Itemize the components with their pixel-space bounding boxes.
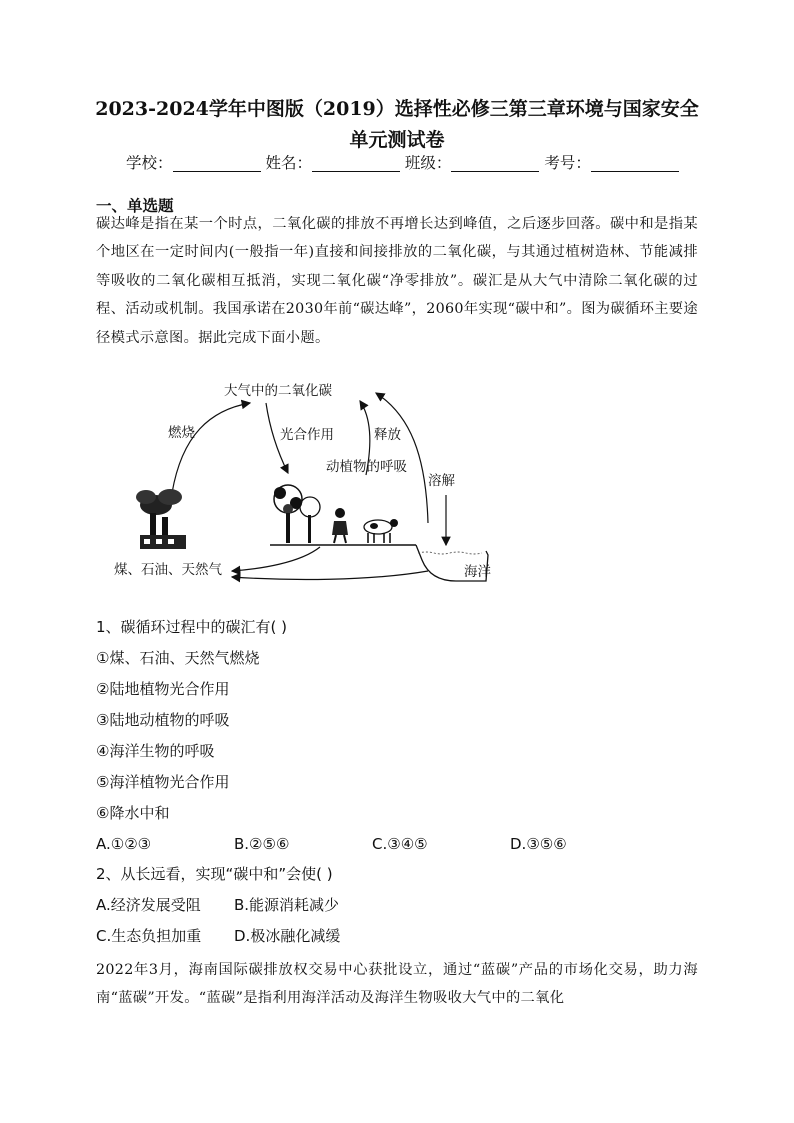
label-dissolve: 溶解 <box>428 473 455 489</box>
question-1-stem: 1、碳循环过程中的碳汇有( ) <box>96 618 288 636</box>
label-ocean: 海洋 <box>464 564 491 580</box>
school-label: 学校： <box>126 154 173 172</box>
student-info-row <box>126 152 679 174</box>
person-icon <box>332 508 348 543</box>
passage-carbon-neutral: 碳达峰是指在某一个时点，二氧化碳的排放不再增长达到峰值，之后逐步回落。碳中和是指某个地区在一定时间内(一般指一年)直接和间接排放的二氧化碳，与其通过植树造林、节能减排等吸收的二氧化碳相互抵消，实现二氧化碳“净零排放”。碳汇是从大气中清除二氧化碳的过程、活动或机制。我国承诺在2030年前“碳达峰”，2060年实现“碳中和”。图为碳循环主要途径模式示意图。据此完成下面小题。 <box>96 216 698 346</box>
q1-item: ③陆地动植物的呼吸 <box>96 711 230 729</box>
label-burning: 燃烧 <box>168 425 195 441</box>
label-atmosphere-co2: 大气中的二氧化碳 <box>224 383 332 399</box>
q2-option-c[interactable]: C.生态负担加重 <box>96 927 202 945</box>
q1-item: ②陆地植物光合作用 <box>96 680 230 698</box>
label-fossil-fuels: 煤、石油、天然气 <box>114 562 222 578</box>
q1-option-c[interactable]: C.③④⑤ <box>372 835 428 853</box>
class-blank[interactable] <box>451 155 539 172</box>
q1-option-d[interactable]: D.③⑤⑥ <box>510 835 567 853</box>
exam-title-line2: 单元测试卷 <box>349 129 445 151</box>
passage-blue-carbon: 2022年3月，海南国际碳排放权交易中心获批设立，通过“蓝碳”产品的市场化交易，助力海南“蓝碳”开发。“蓝碳”是指利用海洋活动及海洋生物吸收大气中的二氧化 <box>96 962 698 1007</box>
cow-icon <box>364 519 398 543</box>
q2-option-b[interactable]: B.能源消耗减少 <box>234 896 340 914</box>
label-photosynthesis: 光合作用 <box>280 427 334 443</box>
q2-option-a[interactable]: A.经济发展受阻 <box>96 896 201 914</box>
arrow-ocean-to-fossil <box>232 571 428 579</box>
number-label: 考号： <box>544 154 591 172</box>
name-blank[interactable] <box>312 155 400 172</box>
q1-item: ⑥降水中和 <box>96 804 170 822</box>
label-respiration: 动植物的呼吸 <box>326 459 407 475</box>
exam-title-line1: 2023-2024学年中图版（2019）选择性必修三第三章环境与国家安全 <box>95 98 699 120</box>
arrow-land-to-fossil <box>232 547 320 571</box>
question-2-stem: 2、从长远看，实现“碳中和”会使( ) <box>96 865 333 883</box>
tree-icon <box>274 485 320 543</box>
section-heading: 一、单选题 <box>96 197 174 215</box>
school-blank[interactable] <box>173 155 261 172</box>
q1-option-b[interactable]: B.②⑤⑥ <box>234 835 290 853</box>
carbon-cycle-diagram <box>110 375 510 590</box>
q2-option-d[interactable]: D.极冰融化减缓 <box>234 927 341 945</box>
q1-option-a[interactable]: A.①②③ <box>96 835 152 853</box>
q1-item: ⑤海洋植物光合作用 <box>96 773 230 791</box>
number-blank[interactable] <box>591 155 679 172</box>
label-release: 释放 <box>374 427 401 443</box>
class-label: 班级： <box>404 154 452 172</box>
ocean-surface <box>418 552 482 554</box>
q1-item: ④海洋生物的呼吸 <box>96 742 215 760</box>
arrow-ocean-release <box>376 393 428 523</box>
arrow-burning <box>172 403 250 493</box>
factory-icon <box>136 489 186 549</box>
name-label: 姓名： <box>265 154 312 172</box>
q1-item: ①煤、石油、天然气燃烧 <box>96 649 260 667</box>
